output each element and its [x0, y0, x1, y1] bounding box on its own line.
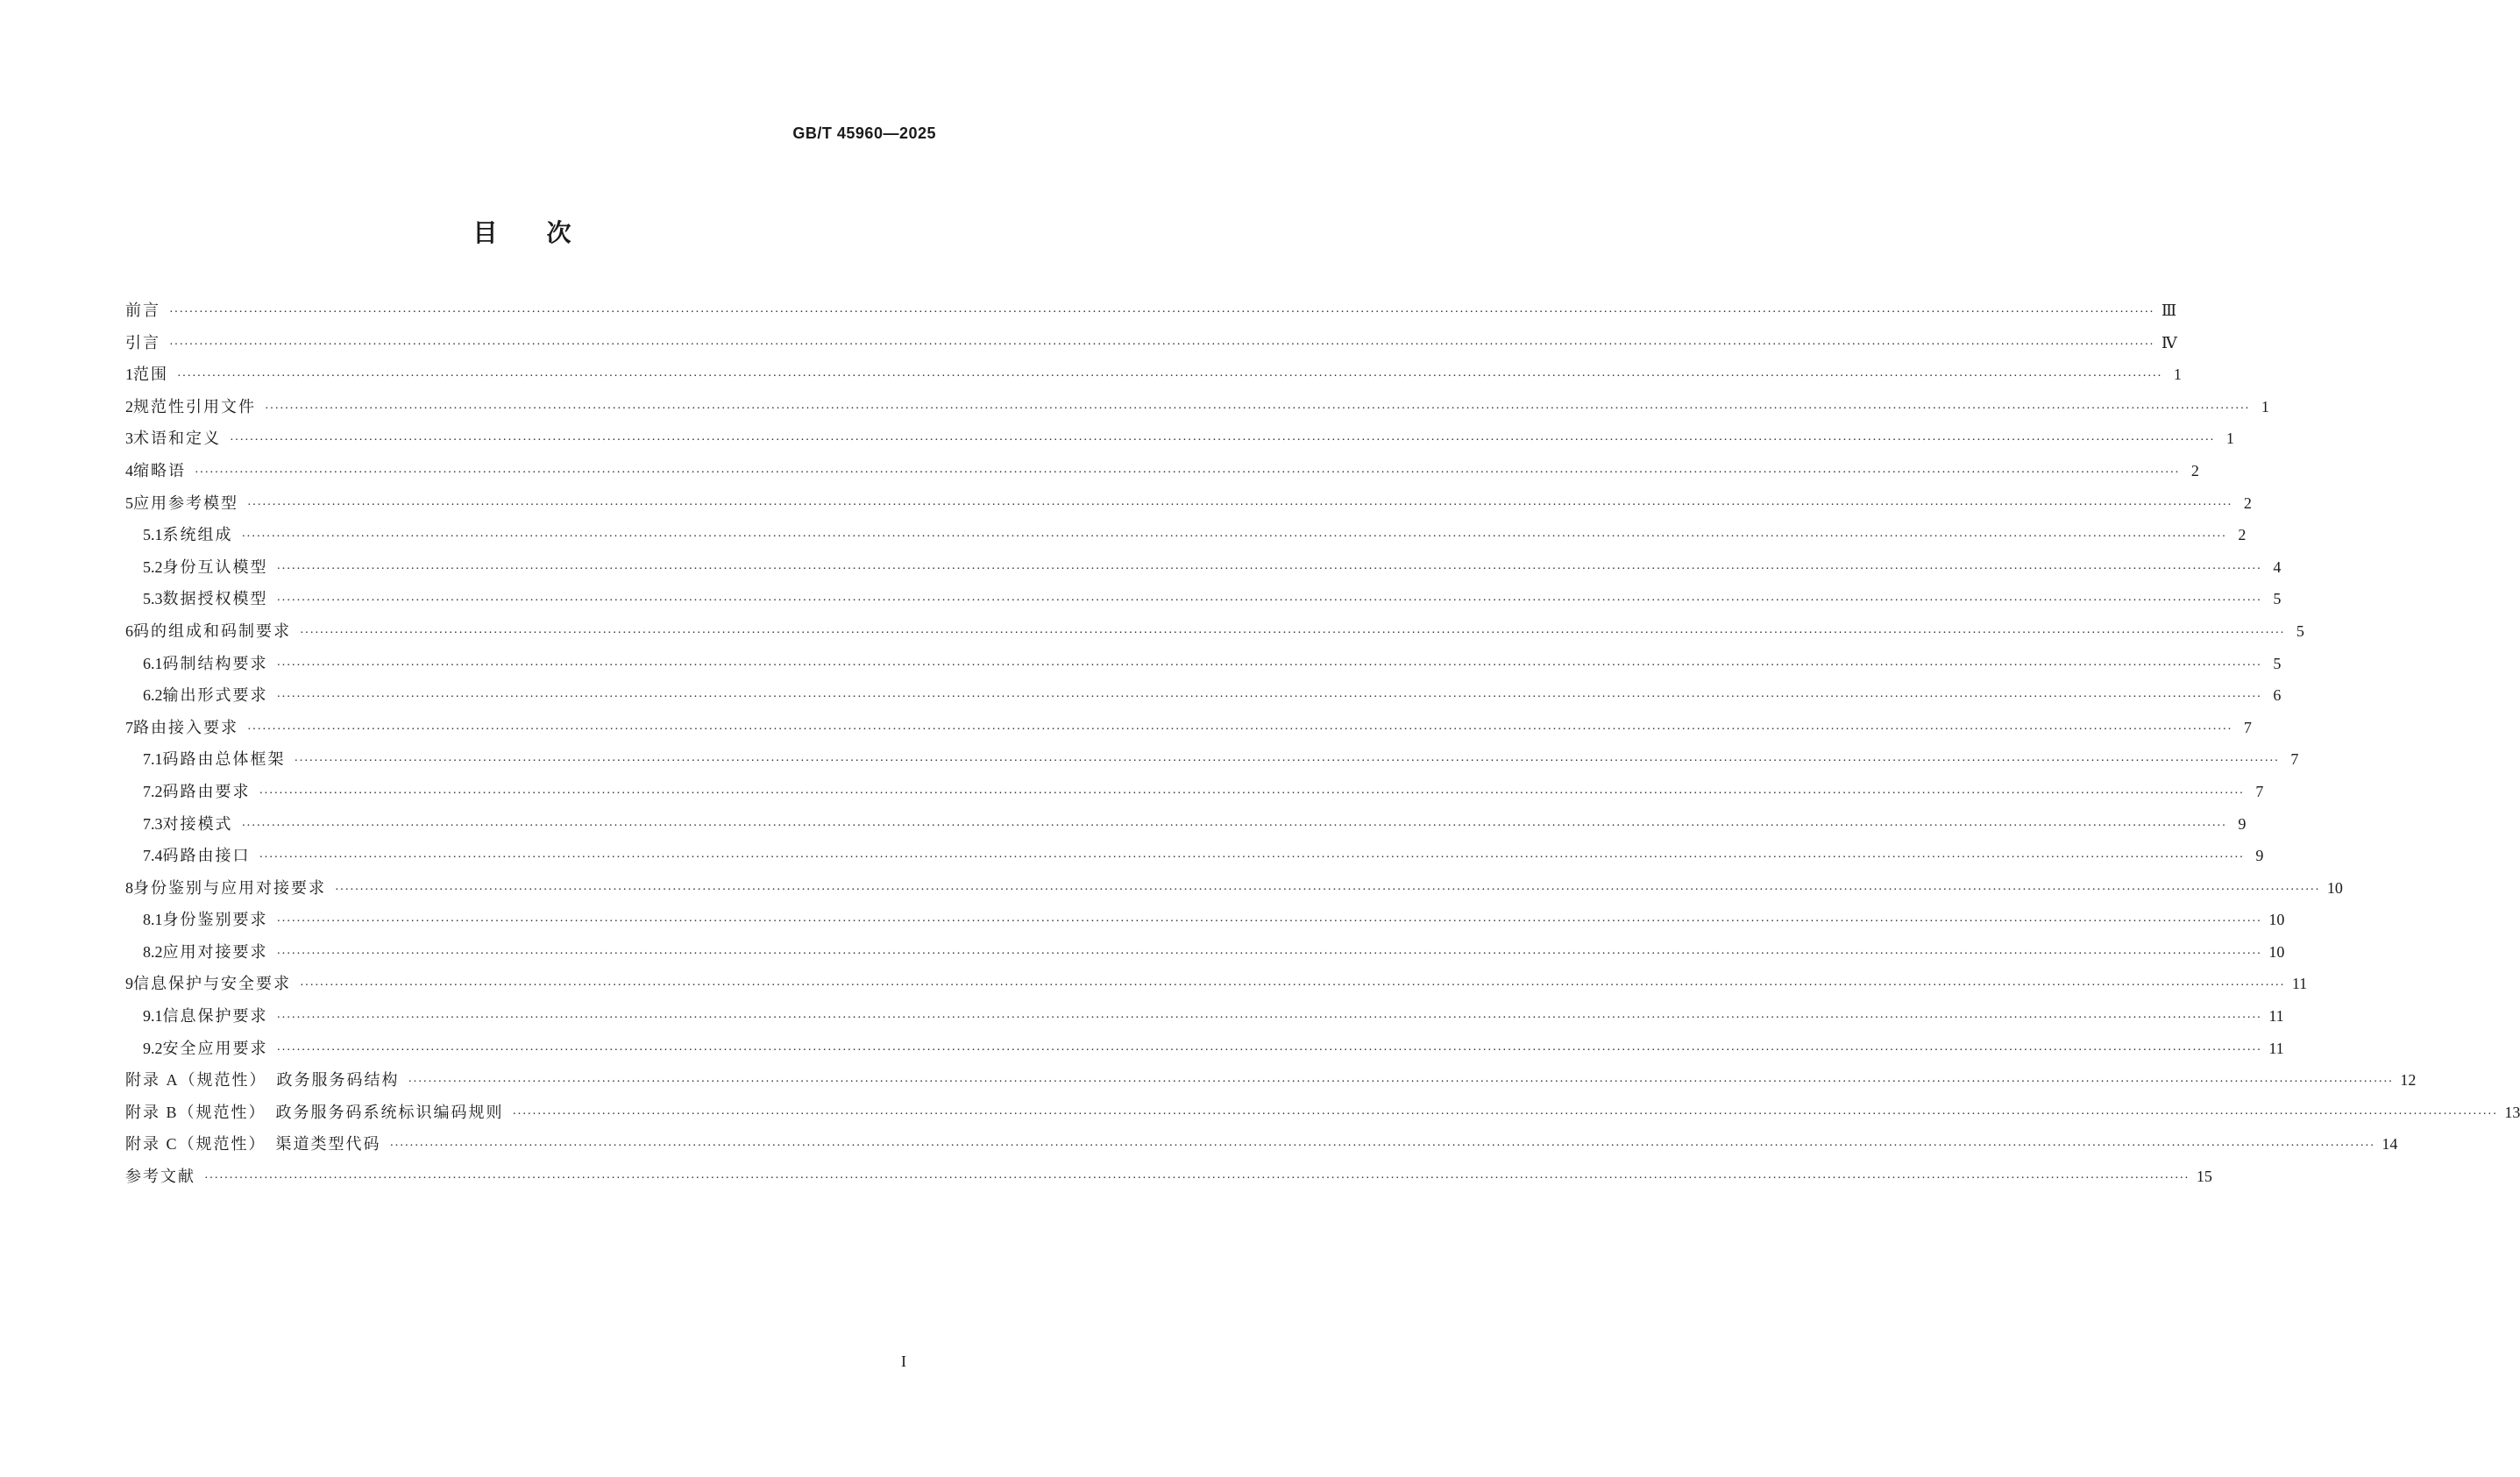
toc-entry-title: 应用对接要求 [162, 942, 268, 961]
toc-entry-page: 2 [2243, 494, 2252, 512]
title-char: 次 [546, 218, 571, 247]
toc-entry-page: 10 [2326, 878, 2343, 897]
dot-leader: ················································································································································································································································································································································································································ [276, 915, 2262, 929]
toc-entry-number: 4 [125, 461, 133, 479]
toc-entry-title: 附录 B（规范性） 政务服务码系统标识编码规则 [125, 1103, 504, 1121]
toc-entry[interactable] [125, 298, 2177, 330]
dot-leader: ················································································································································································································································································································································································································ [241, 530, 2227, 544]
toc-entry-page: Ⅲ [2161, 302, 2177, 319]
toc-entry-page: 10 [2268, 942, 2285, 961]
toc-entry-page: 7 [2255, 782, 2264, 800]
toc-entry-page: 13 [2504, 1103, 2520, 1121]
toc-entry-page: 9 [2238, 814, 2247, 833]
toc-entry-title: 码路由要求 [162, 782, 251, 800]
toc-entry[interactable] [125, 1004, 2284, 1036]
toc-entry-title: 缩略语 [133, 461, 186, 479]
toc-entry[interactable] [125, 1036, 2284, 1069]
toc-entry[interactable] [125, 1132, 2398, 1164]
table-of-contents [125, 298, 2520, 1197]
toc-entry-title: 系统组成 [162, 526, 233, 544]
dot-leader: ················································································································································································································································································································································································································ [276, 562, 2262, 576]
dot-leader: ················································································································································································································································································································································································································ [195, 465, 2180, 479]
toc-entry-page: 2 [2238, 526, 2247, 544]
toc-entry-number: 6.2 [143, 686, 163, 705]
toc-entry-number: 3 [125, 430, 133, 448]
standard-number: GB/T 45960—2025 [792, 124, 936, 142]
toc-entry-number: 6.1 [143, 654, 163, 672]
toc-entry-title: 附录 A（规范性） 政务服务码结构 [125, 1071, 400, 1090]
toc-entry[interactable] [125, 779, 2264, 812]
toc-entry-number: 5 [125, 494, 133, 512]
toc-entry-title: 数据授权模型 [162, 590, 268, 608]
toc-entry-title: 范围 [133, 366, 168, 384]
toc-entry[interactable] [125, 586, 2282, 619]
page-number: I [901, 1353, 906, 1370]
toc-entry[interactable] [125, 426, 2234, 458]
dot-leader: ················································································································································································································································································································································································································ [276, 1012, 2262, 1026]
toc-entry[interactable] [125, 1068, 2417, 1100]
page-title [0, 214, 1044, 249]
toc-entry-number: 6 [125, 621, 133, 640]
toc-entry-title: 输出形式要求 [162, 686, 268, 705]
toc-entry-page: 5 [2273, 654, 2282, 672]
dot-leader: ················································································································································································································································································································································································································ [276, 691, 2262, 705]
toc-entry-number: 7.3 [143, 814, 163, 833]
toc-entry-number: 7.4 [143, 847, 163, 865]
toc-entry-number: 9 [125, 975, 133, 993]
toc-entry-title: 码路由总体框架 [162, 750, 286, 769]
toc-entry-page: Ⅳ [2161, 333, 2177, 351]
toc-entry[interactable] [125, 619, 2304, 651]
dot-leader: ················································································································································································································································································································································································································ [247, 498, 2233, 512]
dot-leader: ················································································································································································································································································································································································································ [169, 337, 2154, 351]
toc-entry[interactable] [125, 683, 2282, 715]
toc-entry-title: 安全应用要求 [162, 1039, 268, 1057]
toc-entry-page: 9 [2255, 847, 2264, 865]
dot-leader: ················································································································································································································································································································································································································ [294, 755, 2280, 769]
toc-entry[interactable] [125, 812, 2247, 844]
toc-entry-title: 对接模式 [162, 814, 233, 833]
toc-entry-title: 身份鉴别与应用对接要求 [133, 878, 326, 897]
toc-entry-title: 引言 [125, 333, 160, 351]
dot-leader: ················································································································································································································································································································································································································ [335, 883, 2320, 897]
toc-entry-title: 码路由接口 [162, 847, 251, 865]
dot-leader: ················································································································································································································································································································································································································ [276, 658, 2262, 672]
toc-entry-page: 4 [2273, 557, 2282, 576]
toc-entry-title: 前言 [125, 302, 160, 319]
dot-leader: ················································································································································································································································································································································································································ [241, 819, 2227, 833]
dot-leader: ················································································································································································································································································································································································································ [177, 370, 2162, 384]
toc-entry[interactable] [125, 362, 2182, 394]
toc-entry-page: 1 [2173, 366, 2182, 384]
toc-entry-number: 9.1 [143, 1007, 163, 1026]
toc-entry-number: 8.1 [143, 911, 163, 929]
toc-entry[interactable] [125, 940, 2285, 972]
toc-entry-page: 15 [2196, 1168, 2212, 1186]
dot-leader: ················································································································································································································································································································································································································ [389, 1140, 2375, 1154]
toc-entry-page: 12 [2400, 1071, 2417, 1090]
toc-entry[interactable] [125, 1100, 2520, 1133]
dot-leader: ················································································································································································································································································································································································································ [247, 722, 2233, 736]
toc-entry-title: 码的组成和码制要求 [133, 621, 291, 640]
dot-leader: ················································································································································································································································································································································································································ [204, 1172, 2190, 1186]
title-char: 目 [472, 218, 498, 247]
toc-entry-number: 7.1 [143, 750, 163, 769]
toc-entry-title: 身份鉴别要求 [162, 911, 268, 929]
toc-entry[interactable] [125, 971, 2308, 1004]
dot-leader: ················································································································································································································································································································································································································ [276, 594, 2262, 608]
toc-entry[interactable] [125, 555, 2282, 587]
toc-entry-number: 2 [125, 397, 133, 415]
toc-entry-page: 11 [2268, 1039, 2284, 1057]
toc-entry-page: 14 [2382, 1135, 2398, 1154]
toc-entry-title: 规范性引用文件 [133, 397, 256, 415]
toc-entry-page: 6 [2273, 686, 2282, 705]
toc-entry[interactable] [125, 394, 2269, 427]
toc-entry[interactable] [125, 330, 2177, 363]
toc-entry-number: 8 [125, 878, 133, 897]
toc-entry-title: 应用参考模型 [133, 494, 238, 512]
dot-leader: ················································································································································································································································································································································································································ [300, 626, 2285, 640]
toc-entry-page: 11 [2268, 1007, 2284, 1026]
dot-leader: ················································································································································································································································································································································································································ [276, 1043, 2262, 1057]
toc-entry-title: 身份互认模型 [162, 557, 268, 576]
toc-entry-page: 7 [2243, 718, 2252, 736]
toc-entry-number: 8.2 [143, 942, 163, 961]
toc-entry-number: 5.3 [143, 590, 163, 608]
toc-entry-number: 1 [125, 366, 133, 384]
dot-leader: ················································································································································································································································································································································································································ [276, 947, 2262, 961]
toc-entry-title: 码制结构要求 [162, 654, 268, 672]
toc-entry-page: 1 [2225, 430, 2234, 448]
toc-entry[interactable] [125, 1164, 2212, 1197]
dot-leader: ················································································································································································································································································································································································································ [230, 434, 2215, 448]
toc-entry-title: 信息保护与安全要求 [133, 975, 291, 993]
toc-entry-number: 7 [125, 718, 133, 736]
dot-leader: ················································································································································································································································································································································································································ [512, 1107, 2498, 1121]
toc-entry-title: 路由接入要求 [133, 718, 238, 736]
toc-entry[interactable] [125, 907, 2285, 940]
toc-entry-number: 5.2 [143, 557, 163, 576]
toc-entry[interactable] [125, 876, 2343, 908]
toc-entry-title: 附录 C（规范性） 渠道类型代码 [125, 1135, 381, 1154]
toc-entry-page: 1 [2261, 397, 2269, 415]
toc-entry-title: 信息保护要求 [162, 1007, 268, 1026]
dot-leader: ················································································································································································································································································································································································································ [408, 1076, 2394, 1090]
toc-entry-title: 参考文献 [125, 1168, 195, 1186]
dot-leader: ················································································································································································································································································································································································································ [259, 786, 2245, 800]
toc-entry-number: 9.2 [143, 1039, 163, 1057]
toc-entry[interactable] [125, 491, 2252, 523]
toc-entry-page: 5 [2273, 590, 2282, 608]
toc-entry[interactable] [125, 522, 2247, 555]
toc-entry-title: 术语和定义 [133, 430, 221, 448]
toc-entry-number: 5.1 [143, 526, 163, 544]
toc-entry[interactable] [125, 651, 2282, 684]
dot-leader: ················································································································································································································································································································································································································ [300, 979, 2285, 993]
toc-entry-page: 2 [2190, 461, 2199, 479]
toc-entry-page: 11 [2291, 975, 2308, 993]
dot-leader: ················································································································································································································································································································································································································ [265, 401, 2250, 415]
toc-entry[interactable] [125, 715, 2252, 748]
toc-entry-page: 7 [2290, 750, 2299, 769]
toc-entry-page: 5 [2296, 621, 2304, 640]
toc-entry-page: 10 [2268, 911, 2285, 929]
toc-entry[interactable] [125, 747, 2299, 779]
dot-leader: ················································································································································································································································································································································································································ [169, 306, 2154, 319]
dot-leader: ················································································································································································································································································································································································································ [259, 851, 2245, 865]
toc-entry[interactable] [125, 843, 2264, 876]
toc-entry[interactable] [125, 458, 2199, 491]
toc-entry-number: 7.2 [143, 782, 163, 800]
